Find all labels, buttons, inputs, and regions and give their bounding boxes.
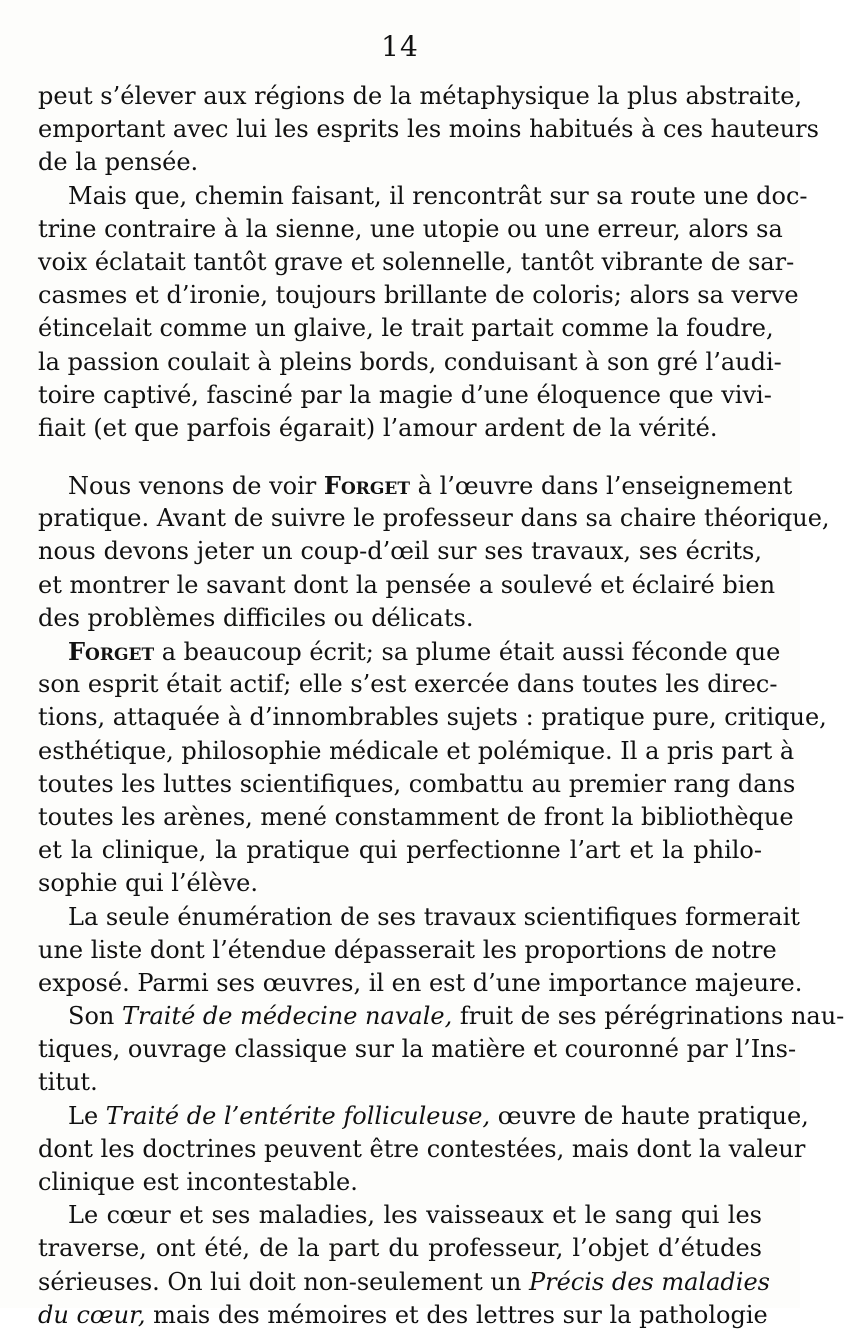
text-line	[38, 180, 808, 213]
text-line	[38, 901, 800, 934]
text-line	[38, 834, 762, 867]
text-span: tions, attaquée à d’innombrables sujets : pratique pure, critique,	[38, 703, 827, 732]
text-span: exposé. Parmi ses œuvres, il en est d’une importance majeure.	[38, 968, 803, 997]
text-span: tiques, ouvrage classique sur la matière et couronné par l’Ins-	[38, 1035, 797, 1064]
page-number: 14	[381, 30, 419, 63]
text-span: emportant avec lui les esprits les moins habitués à ces hauteurs	[38, 115, 819, 144]
text-line	[38, 967, 803, 1000]
book-title: Traité de l’entérite folliculeuse,	[105, 1101, 491, 1130]
text-line	[38, 1199, 762, 1232]
text-line	[38, 412, 762, 445]
text-line	[38, 1299, 768, 1332]
text-line	[38, 535, 762, 568]
text-line	[38, 469, 793, 502]
text-line	[38, 569, 776, 602]
text-line	[38, 1066, 762, 1099]
text-span: mais des mémoires et des lettres sur la pathologie	[145, 1300, 768, 1329]
text-span: Mais que, chemin faisant, il rencontrât sur sa route une doc-	[68, 181, 808, 210]
text-span: La seule énumération de ses travaux scientifiques formerait	[68, 902, 800, 931]
text-line	[38, 1033, 797, 1066]
text-span: dont les doctrines peuvent être contestées, mais dont la valeur	[38, 1134, 806, 1163]
text-line	[38, 502, 830, 535]
text-span: toire captivé, fasciné par la magie d’une éloquence que vivi-	[38, 380, 772, 409]
text-line	[38, 1133, 806, 1166]
text-line	[38, 146, 762, 179]
text-line	[38, 768, 796, 801]
text-span: et la clinique, la pratique qui perfectionne l’art et la philo-	[38, 836, 762, 865]
text-span: et montrer le savant dont la pensée a soulevé et éclairé bien	[38, 570, 776, 599]
text-line	[38, 602, 762, 635]
body-text	[38, 80, 844, 1332]
text-span: Son	[68, 1002, 122, 1031]
text-line	[38, 668, 778, 701]
text-span: voix éclatait tantôt grave et solennelle, tantôt vibrante de sar-	[38, 247, 795, 276]
text-span: la passion coulait à pleins bords, conduisant à son gré l’audi-	[38, 347, 782, 376]
text-span: a beaucoup écrit; sa plume était aussi féconde que	[154, 638, 781, 666]
text-span: traverse, ont été, de la part du professeur, l’objet d’études	[38, 1234, 762, 1263]
text-line	[38, 735, 795, 768]
author-name: Forget	[68, 637, 155, 666]
text-line	[38, 312, 774, 345]
text-span: œuvre de haute pratique,	[490, 1101, 809, 1130]
text-span: fiait (et que parfois égarait) l’amour ardent de la vérité.	[38, 413, 718, 442]
book-title: Précis des maladies	[528, 1267, 770, 1296]
text-span: Le	[68, 1101, 106, 1130]
text-line	[38, 1000, 844, 1033]
text-span: toutes les luttes scientifiques, combattu au premier rang dans	[38, 769, 796, 798]
text-line	[38, 1100, 809, 1133]
book-title: Traité de médecine navale,	[121, 1002, 453, 1031]
text-line	[38, 246, 795, 279]
text-span: clinique est incontestable.	[38, 1168, 358, 1196]
text-span: son esprit était actif; elle s’est exercée dans toutes les direc-	[38, 670, 778, 699]
text-line	[38, 1266, 770, 1299]
text-span: casmes et d’ironie, toujours brillante de coloris; alors sa verve	[38, 281, 799, 310]
text-span: une liste dont l’étendue dépasserait les proportions de notre	[38, 935, 777, 964]
text-span: titut.	[38, 1068, 98, 1097]
text-line	[38, 1232, 762, 1265]
text-span: nous devons jeter un coup-d’œil sur ses travaux, ses écrits,	[38, 537, 762, 566]
text-span: à l’œuvre dans l’enseignement	[410, 472, 793, 501]
author-name: Forget	[323, 471, 411, 501]
text-span: peut s’élever aux régions de la métaphysique la plus abstraite,	[38, 82, 803, 110]
text-line	[38, 934, 777, 967]
text-line	[38, 346, 782, 379]
text-span: Le cœur et ses maladies, les vaisseaux et le sang qui les	[68, 1201, 762, 1230]
text-line	[38, 1166, 762, 1199]
text-line	[38, 279, 799, 312]
text-span: étincelait comme un glaive, le trait partait comme la foudre,	[38, 314, 774, 343]
text-span: sophie qui l’élève.	[38, 869, 258, 898]
text-line	[38, 801, 794, 834]
text-span: sérieuses. On lui doit non-seulement un	[38, 1267, 529, 1296]
text-line	[38, 379, 772, 412]
text-span: des problèmes difficiles ou délicats.	[38, 603, 474, 632]
text-line	[38, 113, 819, 146]
text-span: esthétique, philosophie médicale et polémique. Il a pris part à	[38, 736, 795, 765]
text-line	[38, 213, 783, 246]
text-line	[38, 701, 827, 734]
text-line	[38, 80, 803, 113]
text-span: trine contraire à la sienne, une utopie ou une erreur, alors sa	[38, 214, 783, 243]
text-line	[38, 635, 781, 668]
paragraph-gap	[38, 445, 762, 469]
text-span: Nous venons de voir	[68, 472, 324, 501]
text-span: fruit de ses pérégrinations nau-	[452, 1002, 844, 1031]
text-span: toutes les arènes, mené constamment de front la bibliothèque	[38, 802, 794, 831]
text-line	[38, 867, 762, 900]
book-title: du cœur,	[38, 1300, 146, 1329]
text-span: pratique. Avant de suivre le professeur dans sa chaire théorique,	[38, 504, 830, 533]
text-span: de la pensée.	[38, 148, 199, 177]
